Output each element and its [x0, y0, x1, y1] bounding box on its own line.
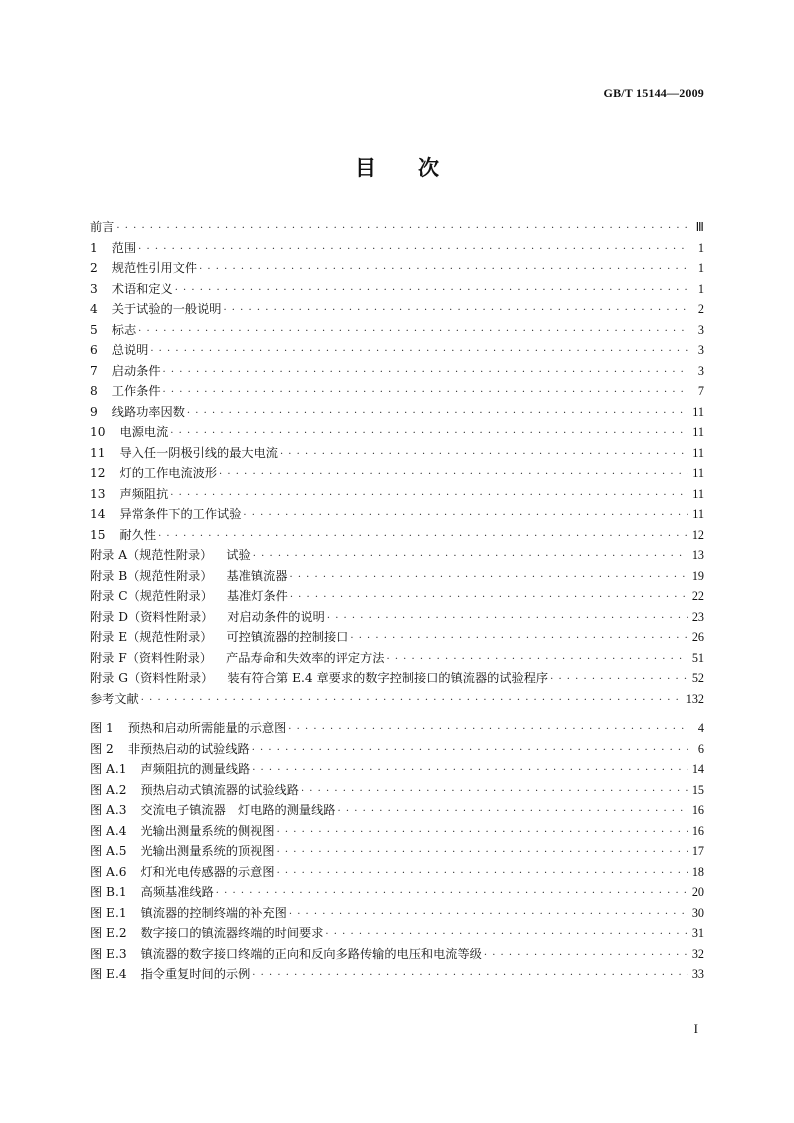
dot-leader	[116, 223, 688, 234]
dot-leader	[338, 806, 689, 817]
toc-entry-page: 1	[697, 281, 704, 296]
dot-leader	[325, 929, 688, 940]
toc-entry-label: 线路功率因数	[111, 404, 185, 419]
dot-leader	[216, 888, 688, 899]
figure-entry-number: 图 E.1	[90, 905, 127, 920]
figure-entry-label: 镇流器的控制终端的补充图	[140, 905, 287, 920]
toc-entry-label: 基准镇流器	[226, 568, 288, 583]
figure-entry-page: 17	[691, 844, 704, 858]
toc-entry-number: 附录 F（资料性附录）	[90, 650, 213, 665]
page-number: I	[693, 1021, 698, 1036]
dot-leader	[327, 613, 688, 624]
toc-entry-label: 前言	[90, 220, 115, 234]
toc-entry[interactable]	[90, 587, 704, 608]
toc-entry-number: 附录 B（规范性附录）	[90, 568, 213, 583]
toc-entry[interactable]	[90, 505, 704, 526]
dot-leader	[163, 367, 688, 378]
toc-entry-page: 51	[691, 650, 704, 665]
dot-leader	[280, 449, 688, 460]
toc-entry-label: 基准灯条件	[226, 589, 288, 603]
toc-entry-label: 导入任一阴极引线的最大电流	[119, 445, 278, 460]
dot-leader	[252, 745, 688, 756]
toc-entry-number: 7	[90, 363, 98, 378]
toc-entry-number: 13	[90, 486, 106, 501]
toc-entry-label: 关于试验的一般说明	[111, 302, 222, 316]
toc-entry[interactable]	[90, 382, 704, 403]
dot-leader	[277, 827, 688, 838]
page-title: 目次	[355, 156, 481, 180]
figure-entry-label: 声频阻抗的测量线路	[140, 762, 251, 776]
toc-entry-number: 6	[90, 343, 98, 357]
toc-entry[interactable]	[90, 485, 704, 506]
figure-entry-number: 图 E.4	[90, 967, 127, 981]
figure-entry-page: 6	[697, 741, 704, 756]
toc-entry[interactable]	[90, 526, 704, 547]
toc-entry-page: 11	[692, 486, 704, 501]
toc-entry-label: 电源电流	[119, 425, 169, 439]
toc-entry[interactable]	[90, 300, 704, 321]
toc-entry-number: 9	[90, 404, 98, 419]
toc-entry[interactable]	[90, 608, 704, 629]
toc-list	[90, 218, 704, 710]
figure-entry-page: 4	[697, 721, 704, 735]
figure-entry-number: 图 A.5	[90, 844, 127, 858]
dot-leader	[170, 428, 688, 439]
dot-leader	[290, 592, 688, 603]
figure-entry[interactable]	[90, 781, 704, 802]
toc-entry-label: 总说明	[111, 343, 149, 357]
dot-leader	[170, 490, 688, 501]
dot-leader	[175, 285, 688, 296]
figure-entry-label: 预热和启动所需能量的示意图	[127, 721, 287, 735]
toc-entry-number: 12	[90, 466, 106, 480]
toc-entry-label: 对启动条件的说明	[227, 609, 325, 624]
toc-entry-number: 附录 D（资料性附录）	[90, 609, 214, 624]
figure-entry-number: 图 2	[90, 741, 114, 756]
dot-leader	[252, 970, 688, 981]
figure-entry-number: 图 A.4	[90, 823, 127, 838]
figure-entry-label: 非预热启动的试验线路	[127, 741, 250, 756]
dot-leader	[484, 950, 688, 961]
toc-entry-page: 1	[697, 240, 704, 255]
dot-leader	[150, 346, 688, 357]
toc-entry-page: 13	[691, 548, 704, 562]
dot-leader	[288, 724, 688, 735]
dot-leader	[301, 786, 688, 797]
figure-entry[interactable]	[90, 760, 704, 781]
figure-entry-label: 高频基准线路	[140, 885, 214, 899]
toc-entry-number: 3	[90, 281, 98, 296]
figure-entry-label: 交流电子镇流器 灯电路的测量线路	[140, 803, 336, 817]
toc-entry[interactable]	[90, 546, 704, 567]
toc-entry-number: 5	[90, 322, 98, 337]
figure-entry[interactable]	[90, 883, 704, 904]
figure-entry-page: 20	[691, 885, 704, 899]
dot-leader	[163, 387, 688, 398]
dot-leader	[550, 674, 688, 685]
toc-entry-page: 22	[691, 589, 704, 603]
figure-entry-label: 光输出测量系统的顶视图	[140, 844, 275, 858]
toc-entry-label: 灯的工作电流波形	[119, 466, 218, 480]
figure-entry-label: 灯和光电传感器的示意图	[140, 864, 275, 879]
toc-entry-number: 1	[90, 240, 98, 255]
toc-entry-label: 试验	[226, 548, 251, 562]
toc-entry-label: 声频阻抗	[119, 486, 169, 501]
toc-entry-label: 产品寿命和失效率的评定方法	[226, 650, 385, 665]
toc-entry-page: 3	[697, 363, 704, 378]
toc-entry-page: 11	[692, 466, 704, 480]
figure-entry-page: 31	[691, 926, 704, 940]
figure-entry-label: 数字接口的镇流器终端的时间要求	[140, 926, 324, 940]
figure-entry-number: 图 A.2	[90, 782, 127, 797]
dot-leader	[223, 305, 688, 316]
figure-entry[interactable]	[90, 842, 704, 863]
toc-entry[interactable]	[90, 259, 704, 280]
figure-entry[interactable]	[90, 945, 704, 966]
figure-entry-number: 图 A.1	[90, 762, 127, 776]
figure-entry-number: 图 E.3	[90, 946, 127, 961]
figure-entry-page: 16	[691, 823, 704, 838]
figure-entry[interactable]	[90, 822, 704, 843]
toc-entry-page: 11	[692, 445, 704, 460]
figure-entry-page: 16	[691, 803, 704, 817]
toc-entry-page: 11	[692, 404, 704, 419]
figure-list	[90, 719, 704, 986]
dot-leader	[289, 909, 688, 920]
toc-entry-page: 26	[691, 630, 704, 644]
toc-entry-label: 参考文献	[90, 691, 139, 706]
toc-entry-label: 工作条件	[111, 384, 161, 398]
toc-entry-label: 耐久性	[119, 527, 157, 542]
dot-leader	[138, 244, 688, 255]
toc-entry-page: 12	[691, 527, 704, 542]
figure-entry[interactable]	[90, 719, 704, 740]
dot-leader	[277, 847, 688, 858]
toc-entry-number: 附录 E（规范性附录）	[90, 630, 213, 644]
toc-entry-page: 1	[697, 261, 704, 275]
toc-entry-number: 14	[90, 507, 106, 521]
figure-entry-page: 30	[691, 905, 704, 920]
toc-entry[interactable]	[90, 669, 704, 690]
dot-leader	[350, 633, 688, 644]
toc-entry-number: 2	[90, 261, 98, 275]
dot-leader	[386, 654, 688, 665]
figure-entry-number: 图 A.6	[90, 864, 127, 879]
dot-leader	[277, 868, 688, 879]
dot-leader	[219, 469, 688, 480]
toc-entry-number: 附录 C（规范性附录）	[90, 589, 213, 603]
toc-entry[interactable]	[90, 321, 704, 342]
toc-entry[interactable]	[90, 362, 704, 383]
figure-entry-number: 图 E.2	[90, 926, 127, 940]
toc-entry[interactable]	[90, 280, 704, 301]
dot-leader	[252, 765, 688, 776]
toc-entry[interactable]	[90, 403, 704, 424]
toc-entry-label: 可控镇流器的控制接口	[226, 630, 349, 644]
dot-leader	[141, 695, 684, 706]
figure-entry-number: 图 B.1	[90, 885, 127, 899]
toc-entry-number: 8	[90, 384, 98, 398]
toc-entry-page: 7	[697, 384, 704, 398]
toc-entry[interactable]	[90, 218, 704, 239]
standard-code: GB/T 15144—2009	[603, 86, 704, 100]
figure-entry-number: 图 A.3	[90, 803, 127, 817]
toc-entry-page: 52	[691, 671, 704, 685]
toc-entry-page: 19	[691, 568, 704, 583]
figure-entry-number: 图 1	[90, 721, 114, 735]
toc-entry-page: 23	[691, 609, 704, 624]
figure-entry-page: 33	[691, 967, 704, 981]
toc-entry[interactable]	[90, 690, 704, 711]
figure-entry-label: 预热启动式镇流器的试验线路	[140, 782, 299, 797]
toc-entry-label: 装有符合第 E.4 章要求的数字控制接口的镇流器的试验程序	[227, 671, 549, 685]
dot-leader	[243, 510, 688, 521]
toc-entry-number: 4	[90, 302, 98, 316]
toc-entry-label: 术语和定义	[111, 281, 173, 296]
toc-entry-number: 15	[90, 527, 106, 542]
figure-entry-label: 指令重复时间的示例	[140, 967, 251, 981]
toc-entry-number: 10	[90, 425, 106, 439]
toc-entry-number: 附录 A（规范性附录）	[90, 548, 213, 562]
figure-entry-page: 14	[691, 762, 704, 776]
toc-entry-label: 异常条件下的工作试验	[119, 507, 242, 521]
figure-entry[interactable]	[90, 904, 704, 925]
toc-entry-number: 附录 G（资料性附录）	[90, 671, 214, 685]
figure-entry-label: 光输出测量系统的侧视图	[140, 823, 275, 838]
figure-entry-page: 15	[691, 782, 704, 797]
toc-entry-label: 启动条件	[111, 363, 161, 378]
toc-entry-page: 3	[697, 322, 704, 337]
figure-entry[interactable]	[90, 740, 704, 761]
toc-entry[interactable]	[90, 341, 704, 362]
toc-entry[interactable]	[90, 444, 704, 465]
figure-entry[interactable]	[90, 965, 704, 986]
toc-entry[interactable]	[90, 239, 704, 260]
figure-entry[interactable]	[90, 924, 704, 945]
toc-entry-page: 11	[692, 507, 704, 521]
dot-leader	[138, 326, 688, 337]
toc-entry-page: 11	[692, 425, 704, 439]
toc-entry[interactable]	[90, 628, 704, 649]
toc-entry-page: Ⅲ	[695, 220, 704, 234]
toc-entry[interactable]	[90, 464, 704, 485]
toc-entry[interactable]	[90, 567, 704, 588]
toc-entry[interactable]	[90, 423, 704, 444]
toc-entry-page: 132	[685, 691, 704, 706]
toc-entry-label: 范围	[111, 240, 137, 255]
dot-leader	[187, 408, 688, 419]
dot-leader	[289, 572, 688, 583]
toc-entry-page: 3	[697, 343, 704, 357]
toc-entry-label: 规范性引用文件	[111, 261, 198, 275]
figure-entry[interactable]	[90, 801, 704, 822]
toc-entry-label: 标志	[111, 322, 137, 337]
dot-leader	[199, 264, 688, 275]
figure-entry-page: 18	[691, 864, 704, 879]
toc-entry[interactable]	[90, 649, 704, 670]
figure-entry-label: 镇流器的数字接口终端的正向和反向多路传输的电压和电流等级	[140, 946, 482, 961]
dot-leader	[253, 551, 688, 562]
figure-entry[interactable]	[90, 863, 704, 884]
figure-entry-page: 32	[691, 946, 704, 961]
toc-entry-number: 11	[90, 445, 106, 460]
toc-entry-page: 2	[697, 302, 704, 316]
dot-leader	[158, 531, 688, 542]
